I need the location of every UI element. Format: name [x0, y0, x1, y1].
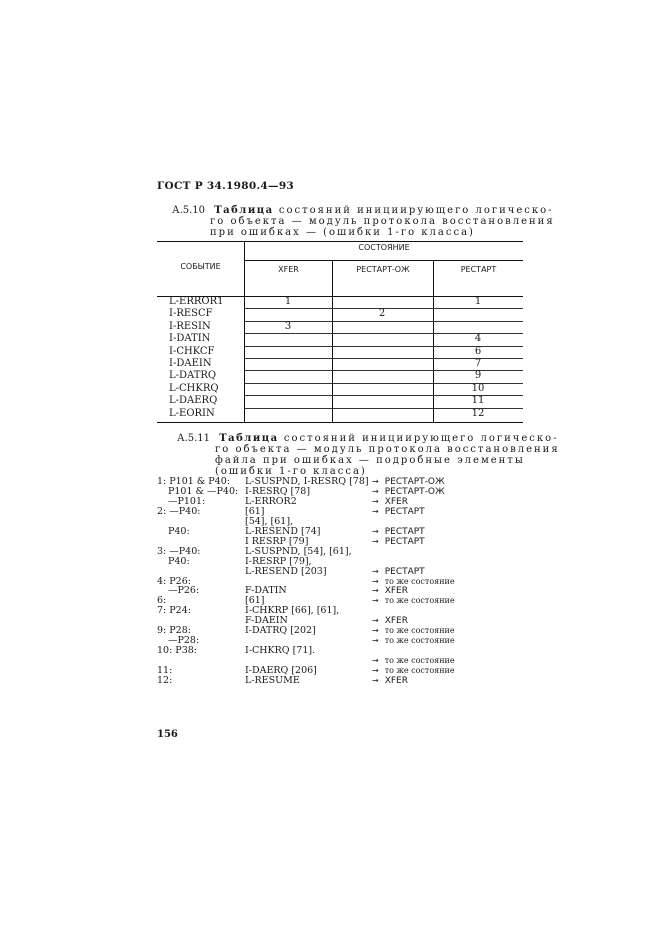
table-row-event: L-CHKRQ	[169, 382, 219, 394]
transition-next-state	[372, 676, 408, 686]
table-510-caption-line: го объекта — модуль протокола восстановления	[210, 216, 555, 227]
transition-next-state	[372, 507, 425, 517]
table-cell-restart: 7	[474, 358, 482, 369]
next-state-label: РЕСТАРТ-ОЖ	[384, 486, 445, 497]
next-state-label: то же состояние	[384, 656, 455, 666]
transition-condition: 11:	[157, 665, 173, 677]
table-row-event: L-EORIN	[169, 407, 215, 419]
arrow-right-icon: →	[372, 496, 379, 506]
table-row-event: I-RESIN	[169, 320, 211, 332]
next-state-label: РЕСТАРТ	[384, 506, 425, 517]
arrow-right-icon: →	[372, 486, 379, 496]
arrow-right-icon: →	[372, 616, 379, 626]
state-table	[157, 241, 523, 423]
transition-action: F-DAEIN	[245, 615, 288, 627]
transition-condition: 7: P24:	[157, 605, 191, 617]
table-cell-restart: 10	[471, 382, 485, 394]
arrow-right-icon: →	[372, 536, 379, 546]
transition-condition: —P28:	[168, 635, 200, 647]
table-cell-restart: 12	[471, 407, 485, 419]
state-col-restart: РЕСТАРТ	[460, 265, 497, 274]
table-cell-wait: 2	[378, 308, 386, 320]
arrow-right-icon: →	[372, 566, 379, 576]
table-511-caption-line: состояний инициирующего логическо-	[283, 433, 559, 444]
next-state-label: то же состояние	[384, 576, 455, 586]
table-cell-restart: 6	[474, 345, 482, 357]
transition-next-state	[372, 666, 455, 676]
transition-action: L-ERROR2	[245, 495, 297, 507]
transition-action: I-RESRQ [78]	[245, 485, 311, 497]
table-510-number: А.5.10	[172, 205, 206, 216]
transition-action: I-CHKRP [66], [61],	[245, 605, 340, 617]
next-state-label: РЕСТАРТ	[384, 526, 425, 537]
table-510-caption-line: состояний инициирующего логическо-	[278, 205, 554, 216]
next-state-label: РЕСТАРТ	[384, 536, 425, 547]
table-row-event: I-RESCF	[169, 308, 213, 320]
table-row-event: L-DATRQ	[169, 370, 217, 382]
transition-next-state	[372, 567, 425, 577]
table-cell-xfer: 3	[284, 320, 292, 332]
next-state-label: XFER	[384, 496, 408, 507]
table-row-event: I-DATIN	[169, 333, 211, 345]
transition-condition: 2: —P40:	[157, 505, 201, 517]
table-row-event: I-DAEIN	[169, 358, 212, 369]
transition-action: I-DATRQ [202]	[245, 625, 316, 637]
transition-action: [61]	[245, 595, 265, 607]
transition-action: I-RESRP [79],	[245, 555, 312, 567]
transition-next-state	[372, 577, 455, 587]
table-row-event: I-CHKCF	[169, 345, 215, 357]
table-511-caption-line: (ошибки 1-го класса)	[215, 466, 367, 477]
transition-action: L-SUSPND, I-RESRQ [78]	[245, 476, 369, 487]
transition-action: L-RESEND [74]	[245, 525, 321, 537]
table-511-caption	[177, 433, 560, 477]
arrow-right-icon: →	[372, 506, 379, 516]
next-state-label: то же состояние	[384, 596, 455, 606]
transition-next-state	[372, 596, 455, 606]
transition-condition: 3: —P40:	[157, 545, 201, 557]
next-state-label: XFER	[384, 676, 408, 686]
next-state-label: то же состояние	[384, 666, 455, 676]
table-cell-xfer: 1	[284, 296, 292, 307]
next-state-label: XFER	[384, 616, 408, 627]
transition-action: I-CHKRQ [71].	[245, 645, 316, 657]
table-511-number: А.5.11	[177, 433, 211, 444]
arrow-right-icon: →	[372, 676, 379, 685]
transition-condition: 12:	[157, 675, 173, 686]
state-col-xfer: XFER	[278, 265, 299, 274]
table-cell-restart: 9	[474, 370, 482, 382]
transition-action: L-RESUME	[245, 675, 300, 686]
transition-action: [61]	[245, 505, 265, 517]
table-510-caption-line: при ошибках — (ошибки 1-го класса)	[210, 227, 475, 238]
transition-next-state	[372, 636, 455, 646]
transition-action: L-SUSPND, [54], [61],	[245, 545, 352, 557]
arrow-right-icon: →	[372, 576, 379, 586]
arrow-right-icon: →	[372, 596, 379, 606]
arrow-right-icon: →	[372, 586, 379, 596]
transition-next-state	[372, 616, 408, 626]
arrow-right-icon: →	[372, 477, 379, 486]
table-row-event: L-DAERQ	[169, 395, 218, 407]
transition-condition: —P26:	[168, 585, 200, 597]
table-511-caption-line: го объекта — модуль протокола восстановления	[215, 444, 560, 455]
transition-action: I-DAERQ [206]	[245, 665, 317, 677]
transition-condition: 9: P28:	[157, 625, 191, 637]
transition-condition: 4: P26:	[157, 575, 191, 587]
arrow-right-icon: →	[372, 636, 379, 646]
transition-condition: 1: P101 & P40:	[157, 476, 230, 487]
arrow-right-icon: →	[372, 626, 379, 636]
table-511-caption-word: Таблица	[219, 433, 279, 444]
event-header: СОБЫТИЕ	[180, 262, 221, 271]
transition-action: I RESRP [79]	[245, 535, 309, 547]
table-cell-restart: 11	[471, 395, 485, 407]
transition-next-state	[372, 537, 425, 547]
transition-condition: 6:	[157, 595, 167, 607]
state-header: СОСТОЯНИЕ	[358, 243, 410, 252]
transition-next-state	[372, 487, 445, 497]
transition-next-state	[372, 586, 408, 596]
transition-condition: 10: P38:	[157, 645, 197, 657]
arrow-right-icon: →	[372, 656, 379, 666]
table-cell-restart: 1	[474, 296, 482, 307]
transition-condition: —P101:	[168, 495, 206, 507]
transition-next-state	[372, 656, 455, 666]
transition-condition: P101 & —P40:	[168, 485, 239, 497]
transition-action: [54], [61],	[245, 515, 294, 527]
page-number: 156	[157, 729, 178, 740]
transition-action: L-RESEND [203]	[245, 565, 327, 577]
transition-next-state	[372, 497, 408, 507]
transition-next-state	[372, 477, 445, 487]
state-col-restart-wait: РЕСТАРТ-ОЖ	[356, 265, 410, 274]
transition-next-state	[372, 626, 455, 636]
table-511-caption-line: файла при ошибках — подробные элементы	[215, 455, 525, 466]
next-state-label: то же состояние	[384, 626, 455, 636]
next-state-label: РЕСТАРТ-ОЖ	[384, 477, 445, 487]
table-510-caption	[172, 205, 555, 238]
arrow-right-icon: →	[372, 666, 379, 676]
page-header: ГОСТ Р 34.1980.4—93	[157, 180, 295, 192]
next-state-label: РЕСТАРТ	[384, 566, 425, 577]
table-cell-restart: 4	[474, 333, 482, 345]
table-510-caption-word: Таблица	[214, 205, 274, 216]
next-state-label: XFER	[384, 586, 408, 597]
transition-action: F-DATIN	[245, 585, 287, 597]
transition-condition: P40:	[168, 525, 190, 537]
table-row-event: L-ERROR1	[169, 296, 224, 307]
arrow-right-icon: →	[372, 526, 379, 536]
next-state-label: то же состояние	[384, 636, 455, 646]
transition-next-state	[372, 527, 425, 537]
transition-condition: P40:	[168, 555, 190, 567]
